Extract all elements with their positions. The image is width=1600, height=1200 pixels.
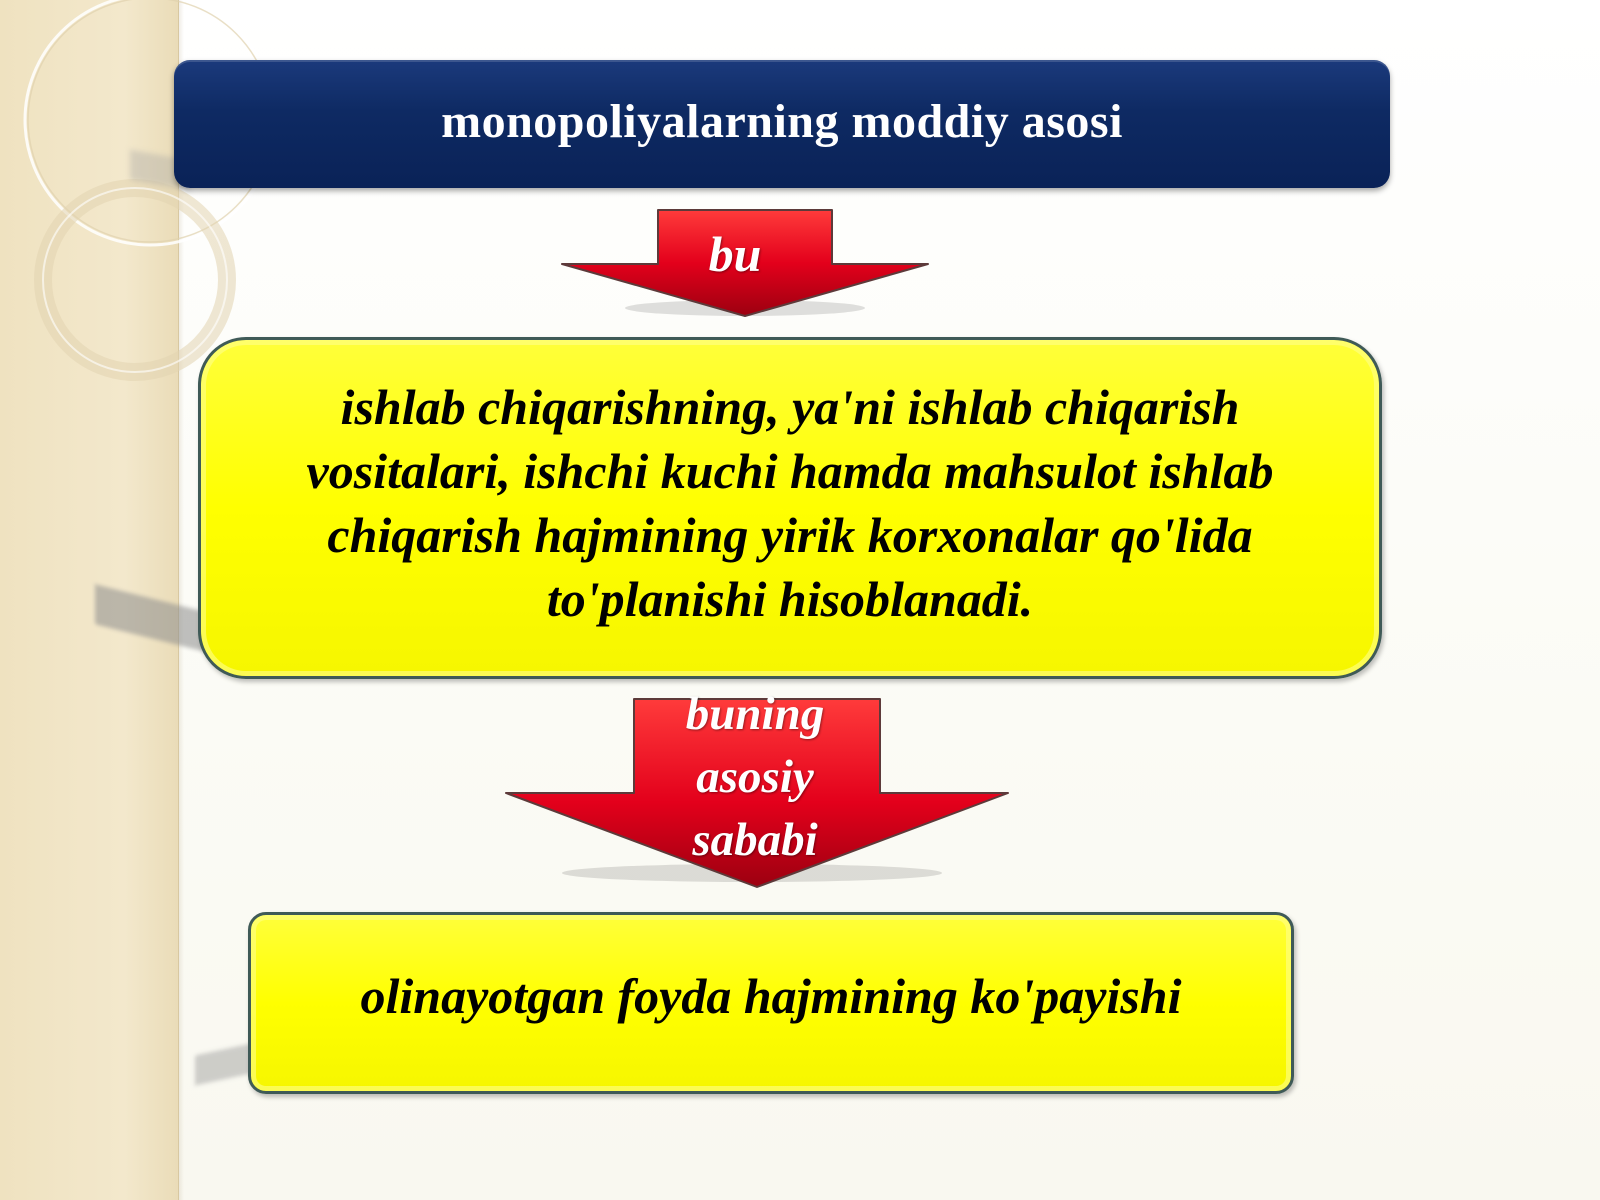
arrow-label-buning-asosiy-sababi: buning asosiy sababi <box>685 688 825 866</box>
arrow-label-bu: bu <box>708 226 762 282</box>
slide-title: monopoliyalarning moddiy asosi <box>441 94 1123 148</box>
definition-box <box>198 337 1382 679</box>
result-box <box>248 912 1294 1094</box>
title-banner <box>174 60 1390 188</box>
result-text: olinayotgan foyda hajmining ko'payishi <box>360 968 1182 1024</box>
definition-text: ishlab chiqarishning, ya'ni ishlab chiqarish vositalari, ishchi kuchi hamda mahsulot ishlab chiqarish hajmining yirik korxonalar qo'lida to'planishi hisoblanadi. <box>306 379 1274 627</box>
